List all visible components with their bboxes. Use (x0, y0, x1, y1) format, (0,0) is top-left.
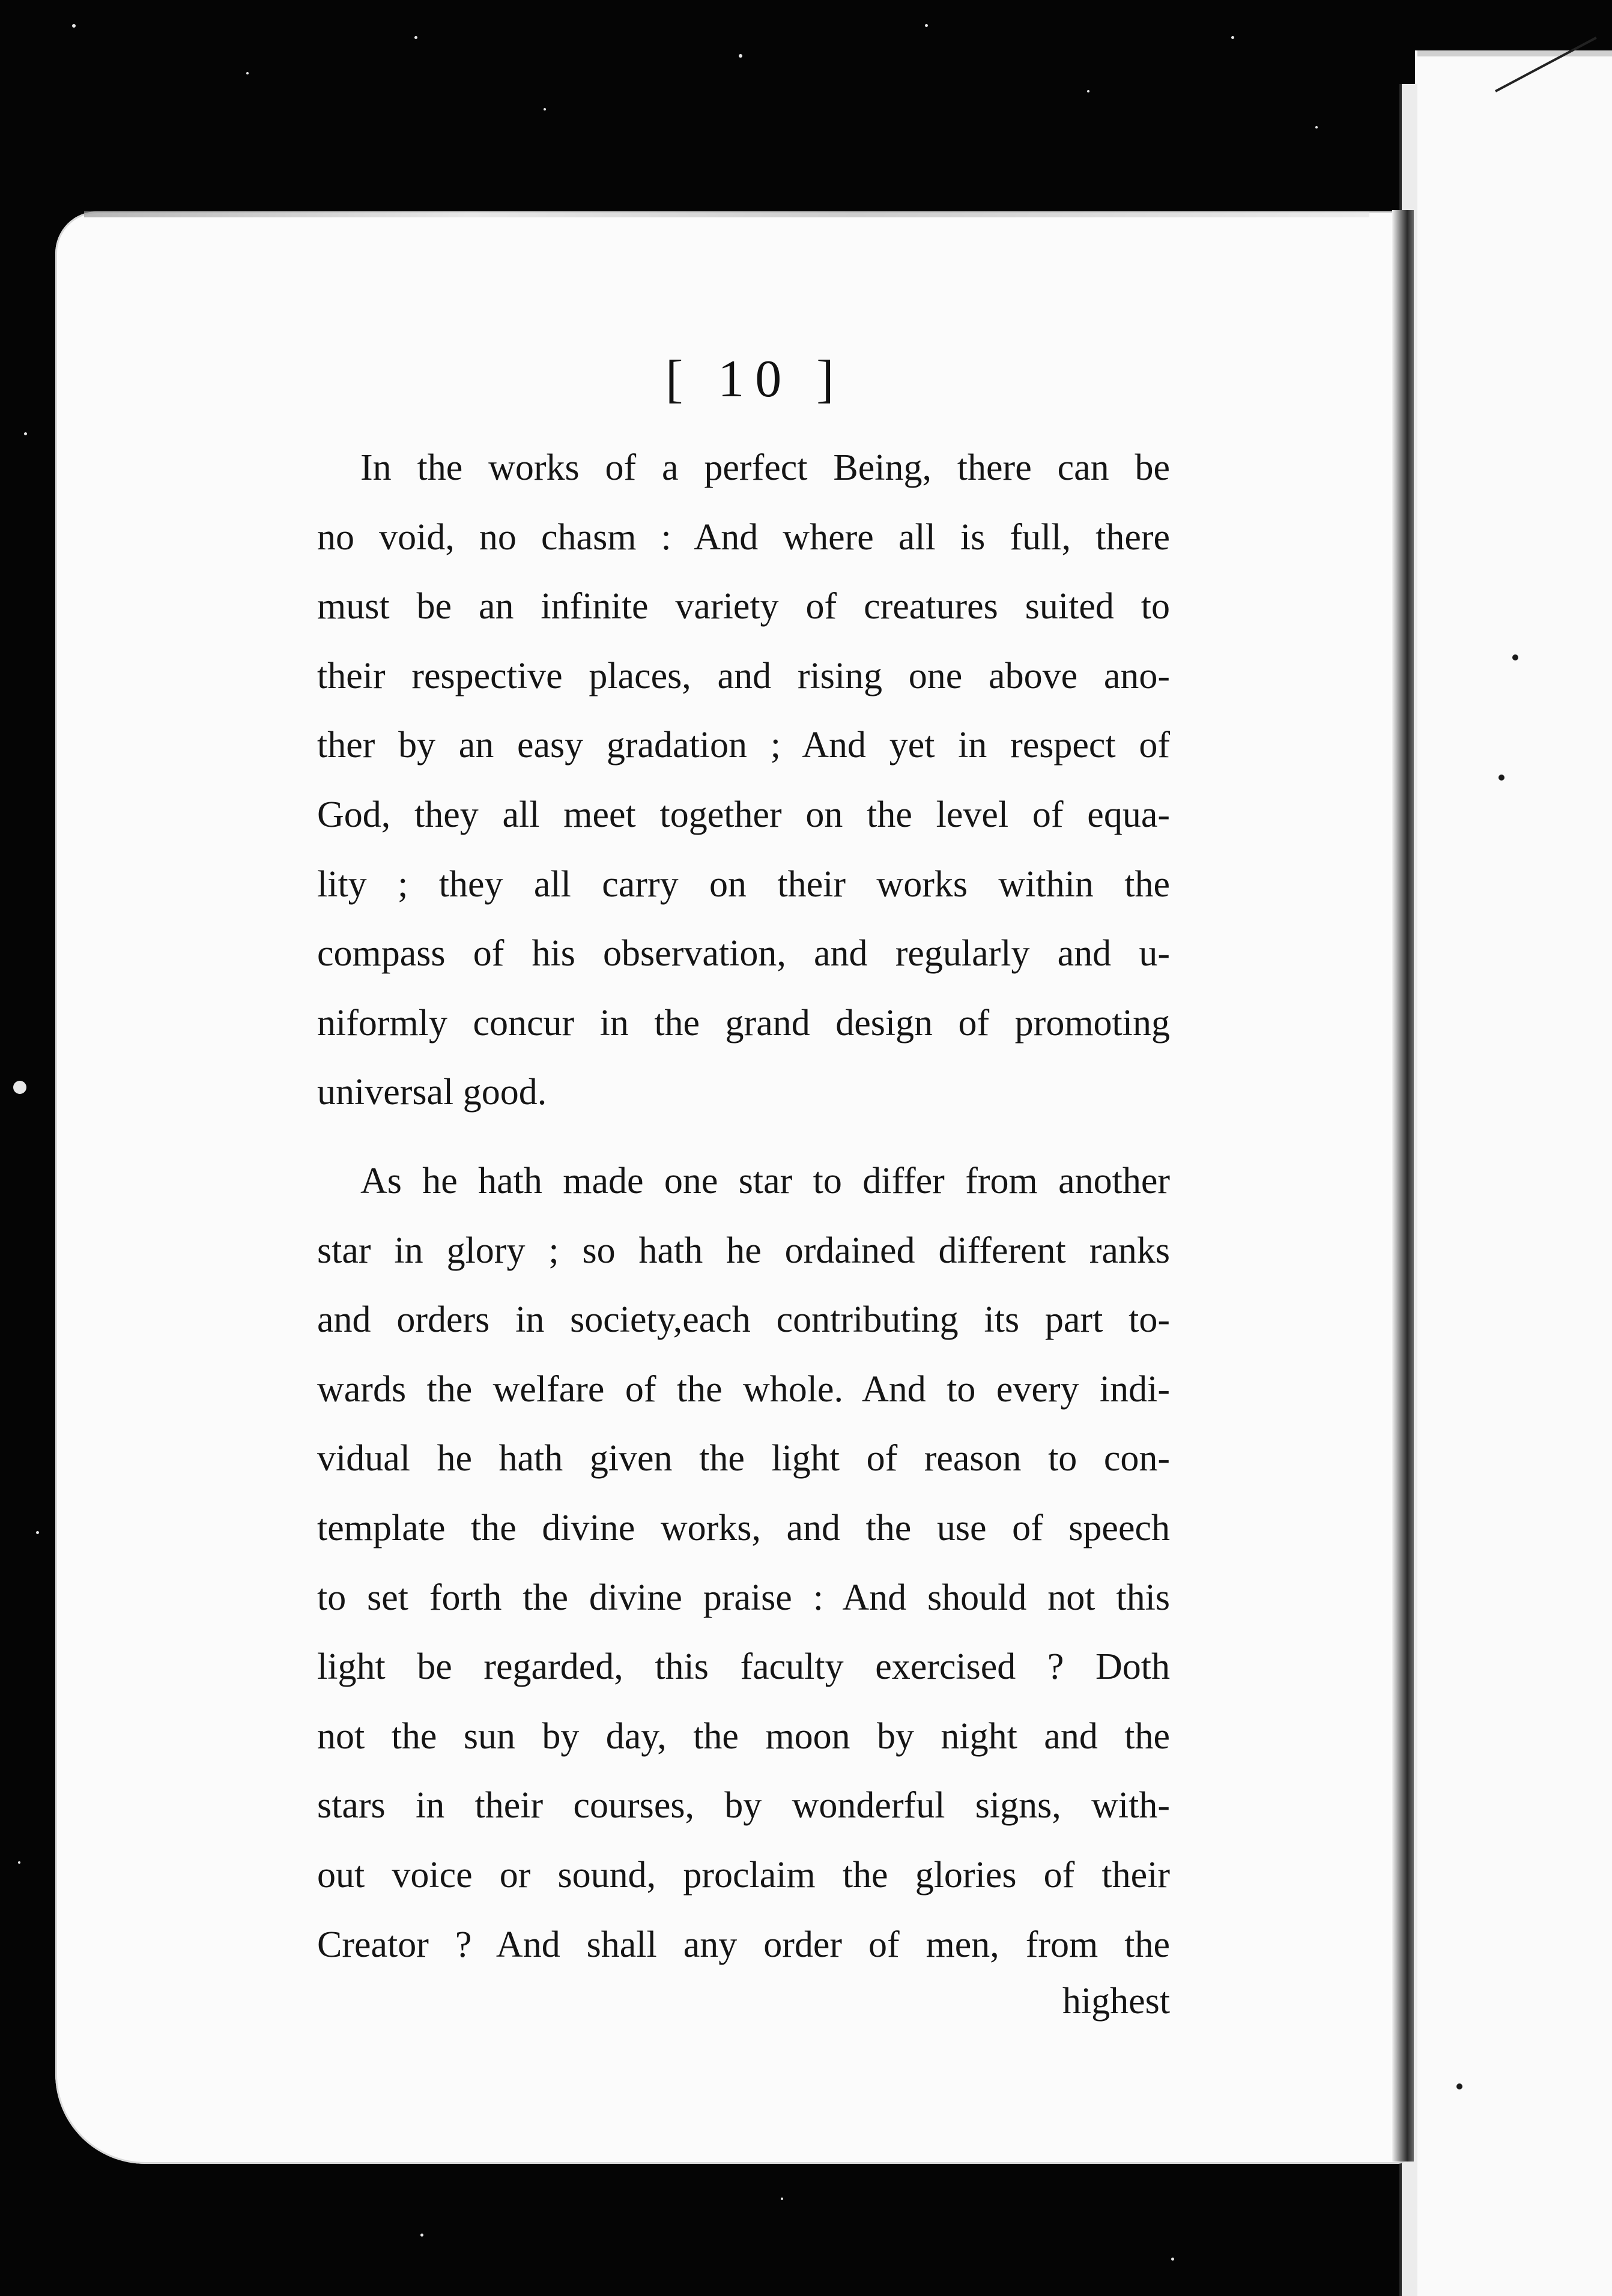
dust-speck (13, 1081, 26, 1094)
adjacent-page (1415, 50, 1612, 2296)
dust-speck (420, 2234, 423, 2237)
catchword: highest (1062, 1981, 1170, 2022)
text-line: universal good. (317, 1072, 547, 1113)
text-line: star in glory ; so hath he ordained different ranks (317, 1230, 1170, 1271)
text-line: no void, no chasm : And where all is full, there (317, 516, 1170, 558)
dust-speck (18, 1861, 20, 1864)
adjacent-page-edge (1417, 50, 1612, 56)
paragraph-1 (317, 434, 1170, 1128)
dust-speck (36, 1531, 39, 1534)
text-line: lity ; they all carry on their works within the (317, 863, 1170, 905)
text-line: must be an infinite variety of creatures suited to (317, 586, 1170, 627)
text-line: God, they all meet together on the level of equa- (317, 794, 1170, 835)
ink-dot (1512, 654, 1518, 660)
dust-speck (739, 54, 742, 58)
text-line: niformly concur in the grand design of promoting (317, 1002, 1170, 1044)
text-line: vidual he hath given the light of reason to con- (317, 1438, 1170, 1479)
ink-dot (1498, 775, 1504, 781)
text-line: and orders in society,each contributing its part to- (317, 1299, 1170, 1341)
text-line: out voice or sound, proclaim the glories of their (317, 1854, 1170, 1896)
book-gutter (1392, 210, 1414, 2162)
dust-speck (1231, 36, 1234, 39)
text-line: ther by an easy gradation ; And yet in respect of (317, 725, 1170, 766)
dust-speck (414, 36, 417, 39)
paragraph-2 (317, 1147, 1170, 1980)
dust-speck (246, 72, 249, 74)
text-line: Creator ? And shall any order of men, from the (317, 1924, 1170, 1965)
text-line: to set forth the divine praise : And should not this (317, 1577, 1170, 1618)
dust-speck (544, 108, 546, 110)
text-line: light be regarded, this faculty exercised ? Doth (317, 1646, 1170, 1688)
text-line: not the sun by day, the moon by night and the (317, 1715, 1170, 1757)
dust-speck (1315, 126, 1318, 128)
dust-speck (925, 24, 928, 27)
text-line: As he hath made one star to differ from another (360, 1161, 1170, 1201)
dust-speck (24, 432, 27, 435)
text-line: compass of his observation, and regularly and u- (317, 933, 1170, 974)
text-line: stars in their courses, by wonderful signs, with- (317, 1785, 1170, 1826)
ink-dot (1456, 2083, 1462, 2089)
text-line: template the divine works, and the use of speech (317, 1507, 1170, 1548)
text-line: their respective places, and rising one above ano- (317, 655, 1170, 696)
text-line: wards the welfare of the whole. And to every indi- (317, 1368, 1170, 1410)
dust-speck (72, 24, 76, 28)
dust-speck (781, 2198, 783, 2200)
page-top-edge (84, 211, 1369, 217)
dust-speck (1171, 2258, 1174, 2261)
text-line: In the works of a perfect Being, there can be (360, 447, 1170, 488)
page-number: [ 10 ] (665, 350, 845, 408)
dust-speck (1087, 90, 1089, 92)
